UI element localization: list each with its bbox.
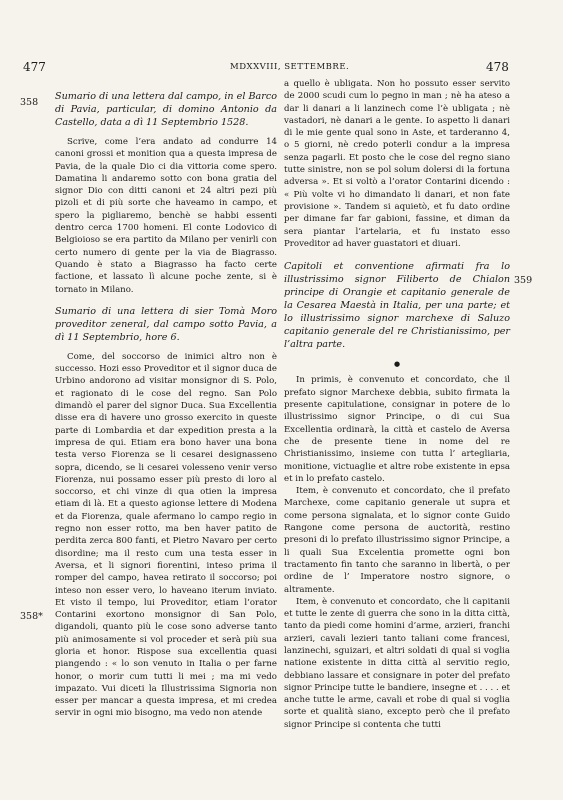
right-column [284, 78, 510, 731]
page-header [0, 60, 563, 80]
page-number-right: 478 [486, 60, 509, 74]
paragraph: Item, è convenuto et concordato, che il prefato Marchexe, come capitanio generale ut supra et come persona signalata, et lo signor conte Guido Rangone come persona de auctorità, restino presoni di lo prefato illustrissimo signor Principe, a li quali Sua Excelentia promette ogni bon tractamento fin tanto che saranno in libertà, o per ordine de l’ Imperatore nostro signore, o altramente. [284, 486, 510, 595]
summary-heading: Sumario di una lettera di sier Tomà Moro proveditor zeneral, dal campo sotto Pavia, a dì 11 Septembrio, hore 6. [55, 305, 277, 343]
left-column [55, 78, 277, 720]
page-number-left: 477 [23, 60, 46, 74]
paragraph: a quello è ubligata. Non ho possuto esser servito de 2000 scudi cum lo pegno in man ; nè ha ateso a dar li danari a li lanzinech come l’è ubligata ; nè vastadori, nè danari a le gente. Io aspetto li danari di le mie gente qual sono in Aste, et tarderanno 4, o 5 giorni, nè credo poterli condur a la impresa senza pagarli. Et posto che le cose del regno siano tutte sinistre, non se pol solum dolersi di la fortuna adversa ». Et si voltò a l’orator Contarini dicendo : « Più volte vi ho dimandato li danari, et non fate provisione ». Tandem si aquietò, et fu dato ordine per dimane far far gabioni, fassine, et diman da sera piantar l’artelaria, et fu instato esso Proveditor ad haver guastatori et diuari. [284, 79, 510, 249]
paragraph: Item, è convenuto et concordato, che li capitanii et tutte le zente di guerra che sono in la ditta città, tanto da piedi come homini d’arme, arzieri, franchi arzieri, cavali lezieri tanto taliani come francesi, lanzinechi, sguizari, et altri soldati di qual si voglia natione existente in ditta città al servitio regio, debbiano lassare et consignare in poter del prefato signor Principe tutte le bandiere, insegne et . . . . et anche tutte le arme, cavali et robe di qual si voglia sorte et qualità siano, excepto però che il prefato signor Principe si contenta che tutti [284, 596, 510, 730]
margin-number-359: 359 [514, 275, 533, 286]
paragraph: Come, del soccorso de inimici altro non è successo. Hozi esso Proveditor et il signor duca de Urbino andorono ad visitar monsignor di S. Polo, et ragionato di le cose del regno. San Polo dimandò el parer del signor Duca. Sua Excellentia disse era di havere uno grosso exercito in queste parte di Lombardia et dar expedition presta a la impresa de qui. Etiam era bono haver una bona testa verso Fiorenza se li cesarei designasseno sopra, dicendo, se li cesarei volesseno venir verso Fiorenza, nui possamo esser più presto di loro al soccorso, et chi vinze di qua otien la impresa etiam di là. Et a questo agionse lettere di Modena et da Fiorenza, quale afermano lo campo regio in regno non esser rotto, ma ben haver patito de perdita zerca 800 fanti, et Pietro Navaro per certo disordine; ma il resto cum una testa esser in Aversa, et li signori fiorentini, inteso prima il romper del campo, havea retirato il soccorso; poi inteso non esser vero, lo haveano iterum inviato. Et visto il tempo, lui Proveditor, etiam l’orator Contarini exortono monsignor di San Polo, digandoli, quanto più le cose sono adverse tanto più animosamente si vol proceder et serà più sua gloria et honor. Rispose sua excellentia quasi piangendo : « lo son venuto in Italia o per farne honor, o morir cum tutti li mei ; ma mi vedo impazato. Vui diceti la Illustrissima Signoria non esser per mancar a questa impresa, et mi credea servir in ogni mio bisogno, ma vedo non atende [55, 351, 277, 719]
summary-heading: Sumario di una lettera dal campo, in el Barco di Pavia, particular, di domino Antonio da Castello, data a dì 11 Septembrio 1528. [55, 91, 277, 128]
paragraph: In primis, è convenuto et concordato, che il prefato signor Marchexe debbia, subito firmata la presente capitulatione, consignar in potere de lo illustrissimo signor Principe, o di cui Sua Excellentia ordinarà, la città et castelo de Aversa che de presente tiene in nome del re Christianissimo, insieme con tutta l’ artegliaria, monitione, victuaglie et altre robe existente in epsa et in lo prefato castelo. [284, 375, 510, 484]
running-head: MDXXVIII, SETTEMBRE. [230, 62, 350, 72]
margin-number-358-star: 358* [20, 611, 43, 622]
separator-ornament: ● [393, 360, 401, 369]
margin-number-358: 358 [20, 97, 39, 108]
paragraph: Scrive, come l’era andato ad condurre 14 canoni grossi et monition qua a questa impresa de Pavia, de la quale Dio ci dia vittoria come spero. Damatina li andaremo sotto con bona gratia del signor Dio con ditti canoni et 24 altri pezi più pizoli et di più sorte che haveamo in campo, et spero la pigliaremo, benchè se habbi essenti dentro cerca 1700 homeni. El conte Lodovico di Belgioioso se era partito da Milano per venirli con certo numero di gente per la via de Biagrasso. Quando è stato a Biagrasso ha facto certe factione, et lassato lì alcune poche zente, si è tornato in Milano. [55, 137, 277, 295]
summary-heading: Capitoli et conventione afirmati fra lo illustrissimo signor Filiberto de Chialon principe di Orangie et capitanio generale de la Cesarea Maestà in Italia, per una parte; et lo illustrissimo signor marchexe di Saluzo capitanio generale del re Christianissimo, per l’altra parte. [284, 261, 510, 351]
